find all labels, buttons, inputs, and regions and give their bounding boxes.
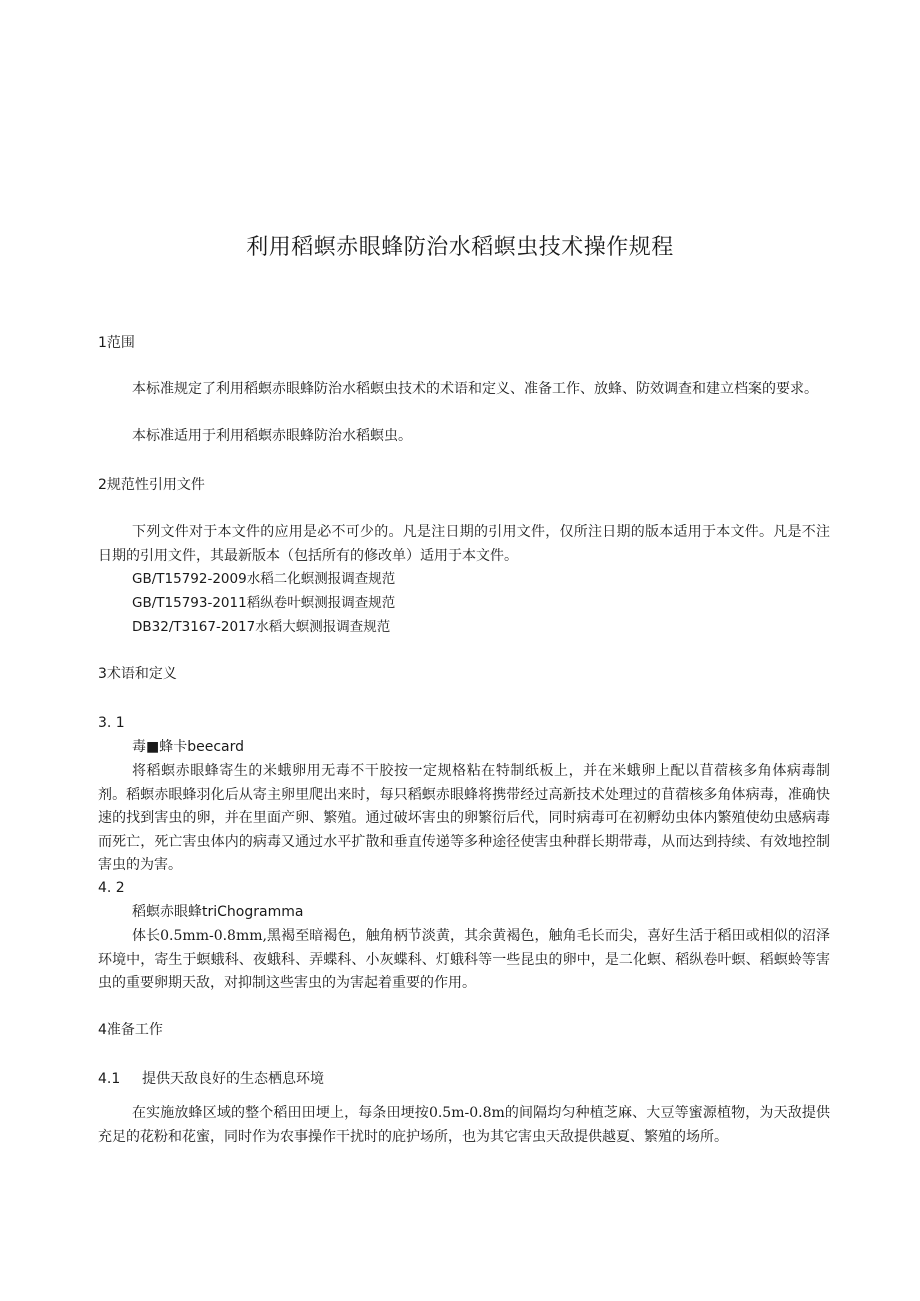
reference-item: GB/T15792-2009水稻二化螟测报调查规范 — [132, 571, 396, 587]
term-definition: 将稻螟赤眼蜂寄生的米蛾卵用无毒不干胶按一定规格粘在特制纸板上，并在米蛾卵上配以苜蓿核多角体病毒制剂。稻螟赤眼蜂羽化后从寄主卵里爬出来时，每只稻螟赤眼蜂将携带经过高新技术处理过的苜蓿核多角体病毒，准确快速的找到害虫的卵，并在里面产卵、繁殖。通过破坏害虫的卵繁衍后代，同时病毒可在初孵幼虫体内繁殖使幼虫感病毒而死亡，死亡害虫体内的病毒又通过水平扩散和垂直传递等多种途径使害虫种群长期带毒，从而达到持续、有效地控制害虫的为害。 — [98, 763, 830, 873]
term-name — [132, 737, 244, 757]
term-name-en: beecard — [187, 739, 245, 755]
section-heading-scope: 1范围 — [98, 335, 135, 351]
reference-item: GB/T15793-2011稻纵卷叶螟测报调查规范 — [132, 595, 396, 611]
term-name-cn: 稻螟赤眼蜂 — [132, 904, 202, 920]
subsection-title: 提供天敌良好的生态栖息环境 — [142, 1071, 324, 1087]
document-title: 利用稻螟赤眼蜂防治水稻螟虫技术操作规程 — [246, 235, 674, 260]
subsection-number: 4.1 — [98, 1071, 121, 1087]
term-definition: 体长0.5mm-0.8mm,黑褐至暗褐色，触角柄节淡黄，其余黄褐色，触角毛长而尖，喜好生活于稻田或相似的沼泽环境中，寄生于螟蛾科、夜蛾科、弄蝶科、小灰蝶科、灯蛾科等一些昆虫的卵中，是二化螟、稻纵卷叶螟、稻螟蛉等害虫的重要卵期天敌，对抑制这些害虫的为害起着重要的作用。 — [98, 928, 830, 991]
paragraph: 本标准规定了利用稻螟赤眼蜂防治水稻螟虫技术的术语和定义、准备工作、放蜂、防效调查和建立档案的要求。 — [132, 381, 818, 397]
paragraph: 在实施放蜂区域的整个稻田田埂上，每条田埂按0.5m-0.8m的间隔均匀种植芝麻、大豆等蜜源植物，为天敌提供充足的花粉和花蜜，同时作为农事操作干扰时的庇护场所，也为其它害虫天敌提供越夏、繁殖的场所。 — [98, 1105, 830, 1145]
term-number: 4. 2 — [98, 880, 125, 896]
term-name-en: triChogramma — [202, 904, 304, 920]
section-heading-normative-references: 2规范性引用文件 — [98, 477, 205, 493]
term-name — [132, 902, 303, 922]
term-name-cn: 毒■蜂卡 — [132, 739, 188, 755]
section-heading-terms: 3术语和定义 — [98, 666, 177, 682]
term-number: 3. 1 — [98, 715, 125, 731]
reference-item: DB32/T3167-2017水稻大螟测报调查规范 — [132, 619, 391, 635]
paragraph: 本标准适用于利用稻螟赤眼蜂防治水稻螟虫。 — [132, 428, 412, 444]
section-heading-preparation: 4准备工作 — [98, 1022, 163, 1038]
paragraph: 下列文件对于本文件的应用是必不可少的。凡是注日期的引用文件，仅所注日期的版本适用于本文件。凡是不注日期的引用文件，其最新版本（包括所有的修改单）适用于本文件。 — [98, 524, 830, 564]
